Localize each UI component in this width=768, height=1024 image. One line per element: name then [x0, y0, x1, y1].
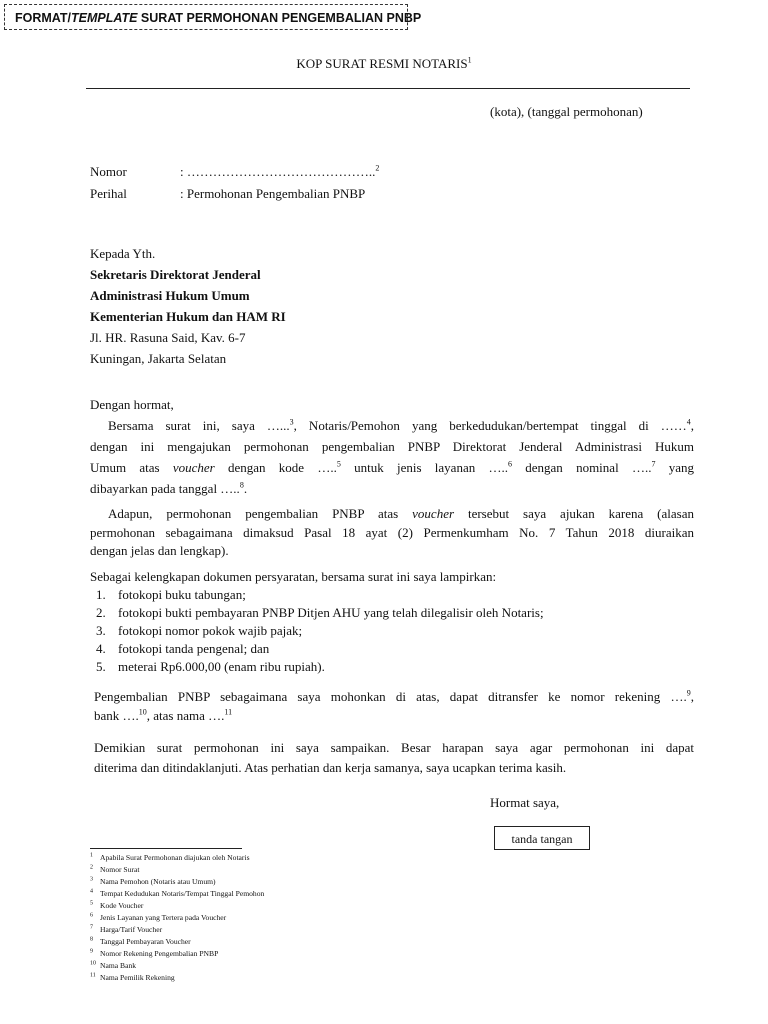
nomor-dots: : ……………………………………..: [180, 164, 376, 179]
footnote-text: Nomor Surat: [100, 865, 140, 874]
footnote-ref: 6: [508, 459, 512, 469]
transfer-text: ,: [690, 689, 694, 704]
footnote-number: 6: [90, 912, 93, 919]
para2-line-1: [108, 506, 694, 522]
footnote-ref: 1: [467, 55, 472, 65]
footnote-ref: 5: [336, 459, 341, 469]
list-item-number: 2.: [96, 605, 106, 620]
para1-text: .: [243, 481, 248, 496]
footnote: [90, 960, 136, 972]
footnote: [90, 912, 226, 924]
document-title: [4, 4, 422, 30]
footnote-ref: 7: [651, 459, 656, 469]
para1-line-1: [108, 418, 694, 434]
footnote-text: Nama Pemohon (Notaris atau Umum): [100, 877, 216, 886]
para2-text: tersebut saya ajukan karena (alasan: [454, 506, 694, 521]
regards: Hormat saya,: [490, 795, 560, 810]
footnote-number: 7: [90, 924, 93, 931]
para1-text: dibayarkan pada tanggal …..: [90, 481, 240, 496]
recipient-line-3: Kementerian Hukum dan HAM RI: [90, 309, 286, 324]
list-item-number: 4.: [96, 641, 106, 656]
recipient-line-4: Jl. HR. Rasuna Said, Kav. 6-7: [90, 330, 246, 345]
footnote-number: 4: [90, 888, 93, 895]
footnote-number: 8: [90, 936, 93, 943]
nomor-label: Nomor: [90, 164, 127, 179]
footnote-ref: 9: [686, 688, 691, 698]
footnote-text: Nomor Rekening Pengembalian PNBP: [100, 949, 219, 958]
footnote: [90, 948, 218, 960]
para1-line-3: [90, 460, 694, 476]
title-italic: TEMPLATE: [71, 11, 138, 25]
footnote-number: 11: [90, 972, 96, 979]
para1-text: untuk jenis layanan …..: [340, 460, 508, 475]
footnote-ref: 8: [239, 480, 244, 490]
footnote: [90, 876, 216, 888]
perihal-label: Perihal: [90, 186, 127, 201]
footnote-text: Harga/Tarif Voucher: [100, 925, 163, 934]
footnote-ref: 10: [138, 707, 147, 717]
greeting: Dengan hormat,: [90, 397, 174, 412]
list-item-number: 3.: [96, 623, 106, 638]
perihal-value: : Permohonan Pengembalian PNBP: [180, 186, 366, 201]
list-item: fotokopi bukti pembayaran PNBP Ditjen AHU yang telah dilegalisir oleh Notaris;: [118, 605, 544, 620]
footnote-text: Nama Bank: [100, 961, 137, 970]
footnote-text: Nama Pemilik Rekening: [100, 973, 175, 982]
transfer-text: Pengembalian PNBP sebagaimana saya mohonkan di atas, dapat ditransfer ke nomor rekening ….: [94, 689, 687, 704]
footnote-ref: 11: [224, 707, 233, 717]
footnote-text: Tempat Kedudukan Notaris/Tempat Tinggal Pemohon: [100, 889, 265, 898]
attachments-intro: Sebagai kelengkapan dokumen persyaratan, bersama surat ini saya lampirkan:: [90, 569, 497, 584]
letterhead-text: KOP SURAT RESMI NOTARIS: [296, 56, 468, 71]
para1-text: dengan kode …..: [214, 460, 337, 475]
para2-text: Adapun, permohonan pengembalian PNBP atas: [108, 506, 413, 521]
para1-text: dengan nominal …..: [512, 460, 652, 475]
closing-line-2: diterima dan ditindaklanjuti. Atas perhatian dan kerja samanya, saya ucapkan terima kasih.: [94, 760, 567, 775]
footnote-number: 1: [90, 852, 93, 859]
footnote-ref: 2: [375, 163, 380, 173]
footnote-number: 9: [90, 948, 93, 955]
para1-text: Bersama surat ini, saya …...: [108, 418, 290, 433]
letterhead-rule: [86, 88, 690, 89]
list-item: fotokopi tanda pengenal; dan: [118, 641, 270, 656]
list-item-number: 1.: [96, 587, 106, 602]
voucher-italic: voucher: [412, 506, 455, 521]
para2-line-2: permohonan sebagaimana dimaksud Pasal 18 ayat (2) Permenkumham No. 7 Tahun 2018 diuraikan: [90, 525, 694, 540]
title-prefix: FORMAT/: [15, 11, 72, 25]
footnote-number: 10: [90, 960, 96, 967]
footnote-text: Apabila Surat Permohonan diajukan oleh Notaris: [100, 853, 250, 862]
footnote: [90, 936, 191, 948]
recipient-line-5: Kuningan, Jakarta Selatan: [90, 351, 227, 366]
footnote: [90, 864, 139, 876]
footnote-text: Jenis Layanan yang Tertera pada Voucher: [100, 913, 227, 922]
footnote-ref: 3: [289, 417, 294, 427]
transfer-line-2: [94, 708, 232, 724]
para1-text: yang: [655, 460, 694, 475]
para1-line-4: [90, 481, 247, 497]
footnote: [90, 888, 264, 900]
signature-box: tanda tangan: [494, 826, 590, 850]
voucher-italic: voucher: [172, 460, 215, 475]
para1-text: Umum atas: [90, 460, 173, 475]
nomor-value: [180, 164, 379, 180]
footnote-separator: [90, 848, 242, 849]
list-item: fotokopi buku tabungan;: [118, 587, 246, 602]
para1-line-2: dengan ini mengajukan permohonan pengembalian PNBP Direktorat Jenderal Administrasi Hukum: [90, 439, 694, 454]
list-item: meterai Rp6.000,00 (enam ribu rupiah).: [118, 659, 325, 674]
footnote-number: 3: [90, 876, 93, 883]
transfer-line-1: [94, 689, 694, 705]
list-item: fotokopi nomor pokok wajib pajak;: [118, 623, 303, 638]
list-item-number: 5.: [96, 659, 106, 674]
place-date: (kota), (tanggal permohonan): [490, 104, 643, 119]
closing-line-1: Demikian surat permohonan ini saya sampaikan. Besar harapan saya agar permohonan ini dapat: [94, 740, 694, 755]
footnote: [90, 900, 143, 912]
footnote: [90, 924, 162, 936]
footnote-number: 5: [90, 900, 93, 907]
transfer-text: bank ….: [94, 708, 139, 723]
footnote-text: Kode Voucher: [100, 901, 144, 910]
para1-text: ,: [690, 418, 694, 433]
recipient-salutation: Kepada Yth.: [90, 246, 156, 261]
footnote-text: Tanggal Pembayaran Voucher: [100, 937, 191, 946]
footnote: [90, 852, 250, 864]
title-suffix: SURAT PERMOHONAN PENGEMBALIAN PNBP: [137, 11, 422, 25]
footnote-ref: 4: [686, 417, 691, 427]
transfer-text: , atas nama ….: [146, 708, 225, 723]
recipient-line-1: Sekretaris Direktorat Jenderal: [90, 267, 261, 282]
para2-line-3: dengan jelas dan lengkap).: [90, 543, 229, 558]
para1-text: , Notaris/Pemohon yang berkedudukan/bertempat tinggal di ……: [293, 418, 687, 433]
footnote-number: 2: [90, 864, 93, 871]
recipient-line-2: Administrasi Hukum Umum: [90, 288, 250, 303]
footnote: [90, 972, 175, 984]
letterhead: [0, 56, 768, 72]
